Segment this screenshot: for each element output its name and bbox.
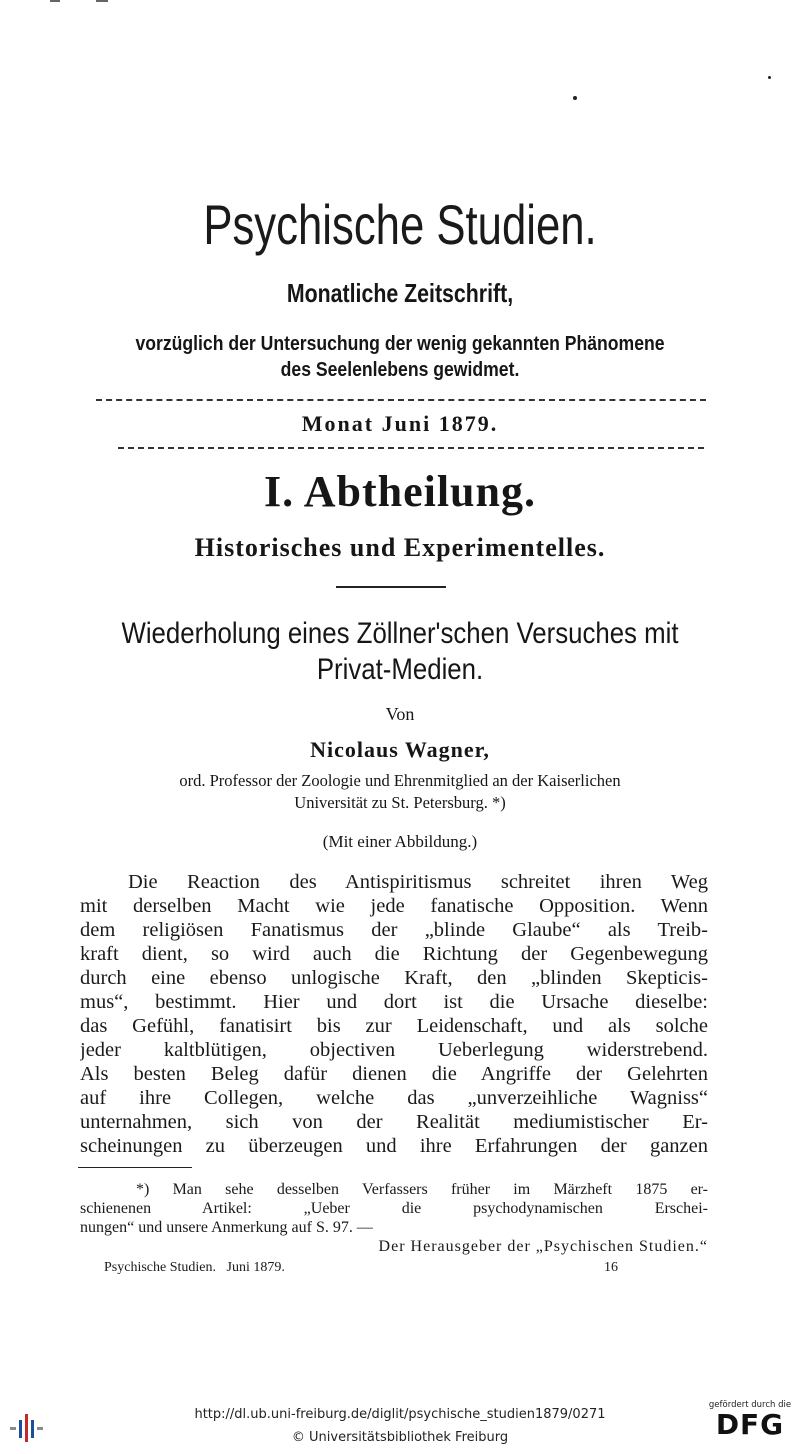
journal-description xyxy=(48,331,752,383)
scan-mark xyxy=(50,0,60,2)
article-title xyxy=(56,616,744,688)
scan-speck xyxy=(768,76,771,79)
body-line: jeder kaltblütigen, objectiven Ueberlegung widerstrebend. xyxy=(80,1039,708,1061)
body-line: Als besten Beleg dafür dienen die Angriffe der Gelehrten xyxy=(80,1063,708,1085)
issue-month: Monat Juni 1879. xyxy=(301,411,499,436)
footnote xyxy=(80,1180,708,1256)
description-line: vorzüglich der Untersuchung der wenig gekannten Phänomene xyxy=(135,333,665,355)
body-line: dem religiösen Fanatismus der „blinde Glaube“ als Treib- xyxy=(80,919,708,941)
body-line: kraft dient, so wird auch die Richtung der Gegenbewegung xyxy=(80,943,708,965)
section-rule xyxy=(336,586,446,588)
footnote-signature: Der Herausgeber der „Psychischen Studien.“ xyxy=(378,1238,708,1255)
body-line: mus“, bestimmt. Hier und dort ist die Ursache dieselbe: xyxy=(80,991,708,1013)
author-name: Nicolaus Wagner, xyxy=(310,737,490,762)
permalink-url[interactable]: http://dl.ub.uni-freiburg.de/diglit/psychische_studien1879/0271 xyxy=(194,1407,606,1422)
running-footer-text: Psychische Studien. Juni 1879. xyxy=(104,1260,285,1275)
description-line: des Seelenlebens gewidmet. xyxy=(280,359,520,381)
affiliation-line: Universität zu St. Petersburg. *) xyxy=(294,793,506,812)
footnote-rule xyxy=(78,1167,192,1168)
divider-rule xyxy=(118,447,704,449)
body-line: mit derselben Macht wie jede fanatische Opposition. Wenn xyxy=(80,895,708,917)
scan-mark xyxy=(96,0,108,2)
article-body xyxy=(80,870,708,1158)
byline-prefix: Von xyxy=(385,704,415,724)
journal-subtitle: Monatliche Zeitschrift, xyxy=(286,278,514,308)
figure-note: (Mit einer Abbildung.) xyxy=(322,832,478,851)
dfg-caption: gefördert durch die xyxy=(708,1400,792,1410)
footnote-line: schienenen Artikel: „Ueber die psychodynamischen Erschei- xyxy=(80,1200,708,1217)
journal-title: Psychische Studien. xyxy=(203,193,597,256)
viewer-footer-bar xyxy=(0,1396,800,1454)
body-line: scheinungen zu überzeugen und ihre Erfahrungen der ganzen xyxy=(80,1135,708,1157)
affiliation-line: ord. Professor der Zoologie und Ehrenmitglied an der Kaiserlichen xyxy=(179,771,621,790)
copyright-notice: © Universitätsbibliothek Freiburg xyxy=(291,1430,509,1445)
footnote-line: nungen“ und unsere Anmerkung auf S. 97. — xyxy=(80,1219,373,1236)
dfg-logo[interactable] xyxy=(706,1400,794,1450)
footnote-line: *) Man sehe desselben Verfassers früher im Märzheft 1875 er- xyxy=(136,1181,708,1198)
scan-speck xyxy=(573,96,577,100)
dfg-text: DFG xyxy=(715,1408,785,1441)
department-heading: I. Abtheilung. xyxy=(264,467,536,516)
body-line: auf ihre Collegen, welche das „unverzeihliche Wagniss“ xyxy=(80,1087,708,1109)
page-number: 16 xyxy=(604,1260,618,1275)
body-line: Die Reaction des Antispiritismus schreitet ihren Weg xyxy=(128,871,708,893)
running-footer xyxy=(104,1260,624,1276)
article-title-line: Privat-Medien. xyxy=(316,653,484,686)
article-title-line: Wiederholung eines Zöllner'schen Versuches mit xyxy=(121,617,679,650)
divider-rule xyxy=(96,399,706,401)
body-line: das Gefühl, fanatisirt bis zur Leidenschaft, und als solche xyxy=(80,1015,708,1037)
body-line: durch eine ebenso unlogische Kraft, den „blinden Skepticis- xyxy=(80,967,708,989)
body-line: unternahmen, sich von der Realität mediumistischer Er- xyxy=(80,1111,708,1133)
author-affiliation xyxy=(0,770,800,814)
department-subtitle: Historisches und Experimentelles. xyxy=(194,533,606,562)
